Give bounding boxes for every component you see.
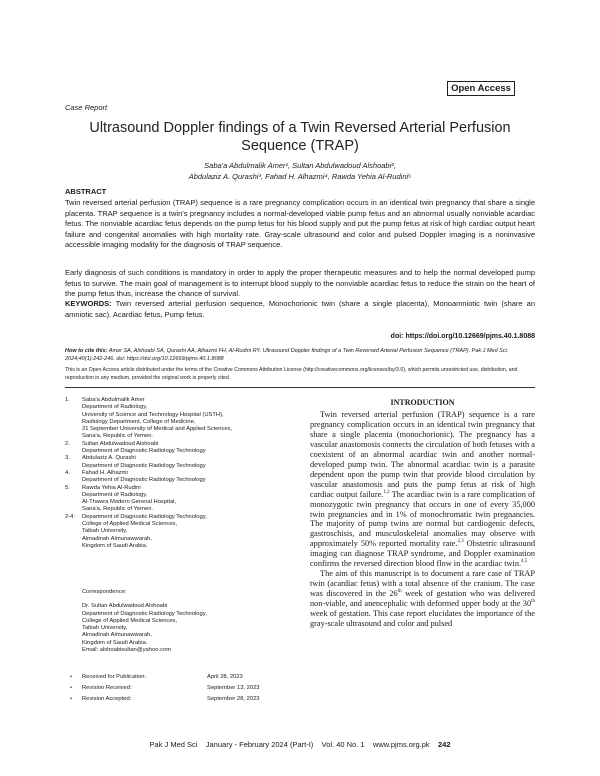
affiliation-item — [65, 514, 295, 550]
affiliation-item — [65, 441, 295, 456]
affiliation-number: 1. — [65, 397, 70, 403]
affiliation-number: 5. — [65, 484, 70, 491]
date-label: Revision Accepted: — [82, 696, 132, 702]
correspondence-line: Dr. Sultan Abdulwadoud Alshoabi — [82, 603, 168, 610]
citation-text: Amer SA, Alshoabi SA, Qurashi AA, Alhazmi FH, Al-Rudini RY. Ultrasound Doppler findings of a Twin Reversed Arterial Perfusion Sequence (TRAP). Pak J Med Sci. 2024;40(1):242-246. doi: https://doi.org/10.12669/pjms.40.1.8088 — [65, 348, 509, 362]
affiliations — [65, 397, 295, 550]
author-list — [65, 160, 535, 182]
affiliation-line: Abdulaziz A. Qurashi — [82, 455, 136, 462]
date-value: September 28, 2023 — [207, 696, 260, 702]
affiliation-line: Sana'a, Republic of Yemen. — [82, 506, 154, 513]
affiliation-item — [65, 485, 295, 514]
correspondence-label: Correspondence: — [82, 589, 127, 595]
date-label: Received for Publication: — [82, 674, 147, 680]
affiliation-line: Department of Diagnostic Radiology Technology — [82, 462, 206, 469]
abstract-heading: ABSTRACT — [65, 187, 107, 196]
intro-paragraph: The aim of this manuscript is to document a rare case of TRAP twin (acardiac fetus) with a total absence of the cranium. The case was discovered in the 26th week of gestation who was delivered non-viable, and anencephalic with deformed upper body at the 30th week of gestation. This case report elucidates the importance of the gray-scale ultrasound and color and pulsed — [310, 569, 536, 629]
affiliation-text — [82, 441, 206, 456]
affiliation-line: Radiology Department, College of Medicine, — [82, 418, 196, 425]
affiliation-line: Department of Radiology, — [82, 404, 148, 411]
affiliation-line: University of Science and Technology Hospital (USTH), — [82, 411, 224, 418]
affiliation-text — [82, 470, 206, 485]
correspondence-line: Department of Diagnostic Radiology Technology, — [82, 610, 207, 617]
footer-volume: Vol. 40 No. 1 — [321, 740, 365, 749]
affiliation-line: Rawda Yehia Al-Rudini — [82, 484, 141, 491]
date-item — [70, 672, 295, 683]
footer-issue: January - February 2024 (Part-I) — [205, 740, 314, 749]
article-type: Case Report — [65, 103, 108, 112]
affiliation-line: Saba'a Abdulmalik Amer — [82, 397, 145, 403]
date-value: April 28, 2023 — [207, 674, 243, 680]
license-note: This is an Open Access article distributed under the terms of the Creative Commons Attribution License (http://creativecommons.org/licenses/by/3.0), which permits unrestricted use, distribution, and reproduction in any medium, provided the original work is properly cited. — [65, 367, 518, 381]
affiliation-line: Department of Diagnostic Radiology Technology — [82, 477, 206, 484]
keywords-text: Twin reversed arterial perfusion sequence, Monochorionic twin (share a single placenta), Monoamniotic twin (share an amniotic sac). Acardiac fetus, Pump fetus. — [65, 299, 535, 319]
author-line: Abdulaziz A. Qurashi³, Fahad H. Alhazmi⁴, Rawda Yehia Al-Rudini⁵ — [188, 172, 412, 181]
introduction-heading: INTRODUCTION — [390, 398, 455, 407]
abstract-paragraph: Twin reversed arterial perfusion (TRAP) sequence is a rare pregnancy complication occurs in an identical twin pregnancy that share a single placenta. TRAP sequence is a twin's pregnancy includes a normal-developed viable pump fetus and an abnormal usually nonviable acardiac fetus. The nonviable acardiac fetus depends on the pump fetus for his blood supply and put the pump fetus at risk of high cardiac output heart failure and congenital anomalies with high mortality rate. Gray-scale ultrasound and color and pulsed Doppler imaging is a noninvasive accessible imaging modality for the diagnosis of TRAP sequence. — [65, 198, 535, 249]
affiliation-line: 21 September University of Medical and Applied Sciences, — [82, 426, 233, 433]
page-footer — [65, 740, 535, 749]
affiliation-item — [65, 397, 295, 441]
affiliation-line: Taibah University, — [82, 528, 128, 535]
affiliation-line: Sultan Abdulwadoud Alshoabi — [82, 440, 159, 447]
affiliation-number: 2. — [65, 440, 70, 447]
affiliation-line: Kingdom of Saudi Arabia. — [82, 542, 148, 549]
affiliation-item — [65, 470, 295, 485]
author-line: Saba'a Abdulmalik Amer¹, Sultan Abdulwadoud Alshoabi², — [204, 161, 396, 170]
bullet-icon: • — [70, 685, 73, 691]
affiliation-line: Department of Diagnostic Radiology Technology — [82, 448, 206, 455]
doi-link[interactable]: doi: https://doi.org/10.12669/pjms.40.1.8088 — [390, 333, 535, 340]
date-item — [70, 694, 295, 705]
affiliation-text — [82, 455, 206, 470]
affiliation-line: Department of Diagnostic Radiology Technology, — [82, 513, 207, 520]
affiliation-number: 4. — [65, 469, 70, 476]
page-number: 242 — [437, 740, 451, 749]
keywords — [65, 299, 535, 320]
publication-dates — [70, 672, 295, 705]
correspondence-line: Taibah University, — [82, 625, 128, 632]
affiliation-text — [82, 397, 232, 441]
correspondence — [82, 589, 292, 654]
keywords-label: KEYWORDS: — [65, 299, 112, 308]
affiliation-line: Fahad H. Alhazmi — [82, 469, 128, 476]
open-access-badge: Open Access — [447, 81, 515, 96]
affiliation-line: College of Applied Medical Sciences, — [82, 521, 178, 528]
affiliation-text — [82, 485, 176, 514]
footer-journal: Pak J Med Sci — [149, 740, 198, 749]
footer-url[interactable]: www.pjms.org.pk — [372, 740, 430, 749]
abstract-paragraph: Early diagnosis of such conditions is mandatory in order to apply the proper therapeutic measures and to help the normal developed pump fetus to survive. The main goal of management is to interrupt blood supply to the nonviable acardiac fetus to reduce the strain on the heart of the pump fetus thus, increase the chance of survival. — [65, 268, 535, 298]
introduction-body — [310, 410, 535, 629]
affiliation-text — [82, 514, 207, 550]
correspondence-address — [82, 603, 292, 654]
date-item — [70, 683, 295, 694]
divider — [65, 387, 535, 388]
affiliation-line: Almadinah Almunawwarah, — [82, 535, 152, 542]
citation-label: How to cite this: — [65, 348, 108, 354]
article-title: Ultrasound Doppler findings of a Twin Reversed Arterial Perfusion Sequence (TRAP) — [89, 120, 511, 154]
correspondence-line: Almadinah Almunawwarah, — [82, 632, 152, 639]
correspondence-line[interactable]: Email: alshoabisultan@yahoo.com — [82, 647, 172, 654]
date-label: Revision Received: — [82, 685, 132, 691]
affiliation-number: 3. — [65, 455, 70, 462]
affiliation-number: 2-4: — [65, 513, 75, 520]
date-value: September 13, 2023 — [207, 685, 260, 691]
citation — [65, 347, 535, 363]
correspondence-line: Kingdom of Saudi Arabia. — [82, 639, 148, 646]
bullet-icon: • — [70, 674, 73, 680]
correspondence-line: College of Applied Medical Sciences, — [82, 617, 178, 624]
bullet-icon: • — [70, 696, 73, 702]
affiliation-item — [65, 455, 295, 470]
intro-paragraph: Twin reversed arterial perfusion (TRAP) sequence is a rare pregnancy complication occurs in an identical twin pregnancy that share a single placenta (monochorionic). The pregnancy has a vascular anastomosis connects the circulation of both fetuses with a coexistent of an abnormal acardiac twin and another normal-developed pump twin. The abnormal acardiac twin is a parasite dependent upon the pump twin that provide blood circulation by vascular anastomosis and puts the pump fetus at risk of high cardiac output failure.$^{1,2}$ The acardiac twin is a rare complication of monozygotic twin pregnancy that occurs in one of every 35,000 twin pregnancies and in 1% of monochromatic twin pregnancies. The majority of pump twins are normal but cardiogenic defects, gastroschisis, and musculoskeletal anomalies may observe with approximately 50% reported mortality rate.$^{2,3}$ Obstetric ultrasound imaging can diagnose TRAP syndrome, and Doppler examination confirms the reversed direction blood flow in the acardiac twin.$^{4,5}$ — [310, 410, 535, 569]
affiliation-line: Department of Radiology, — [82, 491, 148, 498]
affiliation-line: Sana'a, Republic of Yemen. — [82, 433, 154, 440]
affiliation-line: Al-Thawra Modern General Hospital, — [82, 499, 177, 506]
